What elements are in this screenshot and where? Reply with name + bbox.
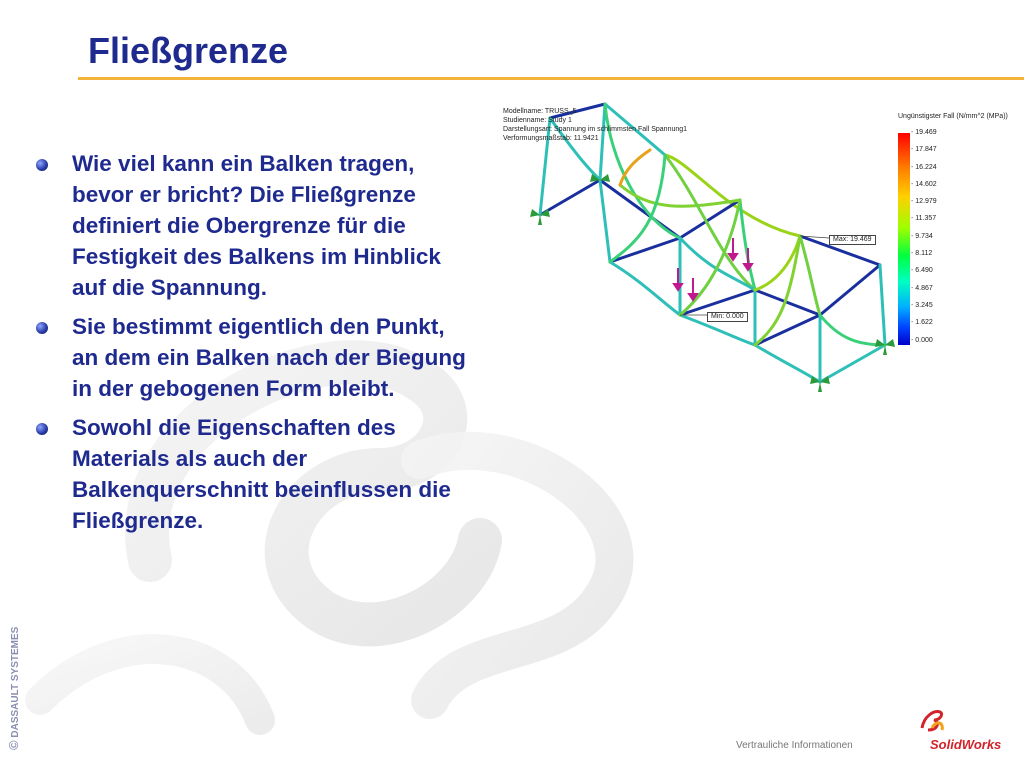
legend-value: - 8.112 <box>911 248 937 265</box>
figure-meta-line: Modellname: TRUSS_5 <box>503 108 577 115</box>
solidworks-logo <box>930 737 1001 752</box>
legend-value: - 1.622 <box>911 317 937 334</box>
bullet-text: Wie viel kann ein Balken tragen, bevor er bricht? Die Fließgrenze definiert die Obergrenze für die Festigkeit des Balkens im Hinblick auf die Spannung. <box>72 151 441 300</box>
slide-title: Fließgrenze <box>88 30 289 71</box>
copyright-owner: DASSAULT SYSTEMES <box>10 626 21 738</box>
legend-value: - 19.469 <box>911 127 937 144</box>
ds-logo-icon <box>918 706 948 736</box>
bullet-item <box>36 148 476 303</box>
legend-value: - 11.357 <box>911 213 937 230</box>
legend-value: - 4.867 <box>911 283 937 300</box>
copyright-symbol: © <box>6 740 21 750</box>
truss-stress-plot <box>500 100 910 400</box>
max-value-label: Max: 19.469 <box>829 235 876 245</box>
color-scale-bar <box>898 133 910 345</box>
figure-meta-line: Darstellungsart: Spannung im schlimmsten Fall Spannung1 <box>503 126 688 133</box>
legend-labels <box>911 127 937 352</box>
title-underline <box>78 77 1024 80</box>
bullet-item <box>36 311 476 404</box>
legend-value: - 12.979 <box>911 196 937 213</box>
bullet-text: Sie bestimmt eigentlich den Punkt, an dem ein Balken nach der Biegung in der gebogenen Form bleibt. <box>72 314 466 401</box>
figure-meta-line: Verformungsmaßstab: 11.9421 <box>503 135 599 142</box>
legend-value: - 9.734 <box>911 231 937 248</box>
bullet-dot-icon <box>36 423 48 435</box>
legend-value: - 16.224 <box>911 162 937 179</box>
min-value-label: Min: 0.000 <box>707 312 748 322</box>
bullet-text: Sowohl die Eigenschaften des Materials als auch der Balkenquerschnitt beeinflussen die Fließgrenze. <box>72 415 451 533</box>
bullet-list <box>36 148 476 544</box>
copyright-block <box>6 626 30 752</box>
legend-value: - 14.602 <box>911 179 937 196</box>
legend-value: - 6.490 <box>911 265 937 282</box>
legend-value: - 0.000 <box>911 335 937 352</box>
bullet-item <box>36 412 476 536</box>
legend-value: - 3.245 <box>911 300 937 317</box>
figure-metadata <box>503 107 687 143</box>
brand-prefix: Solid <box>930 737 962 752</box>
confidential-notice: Vertrauliche Informationen <box>736 740 853 751</box>
brand-suffix: Works <box>961 737 1002 752</box>
legend-value: - 17.847 <box>911 144 937 161</box>
legend-title: Ungünstigster Fall (N/mm^2 (MPa)) <box>898 113 1008 120</box>
copyright-text <box>6 627 21 750</box>
figure-meta-line: Studienname: Study 1 <box>503 117 572 124</box>
bullet-dot-icon <box>36 159 48 171</box>
bullet-dot-icon <box>36 322 48 334</box>
